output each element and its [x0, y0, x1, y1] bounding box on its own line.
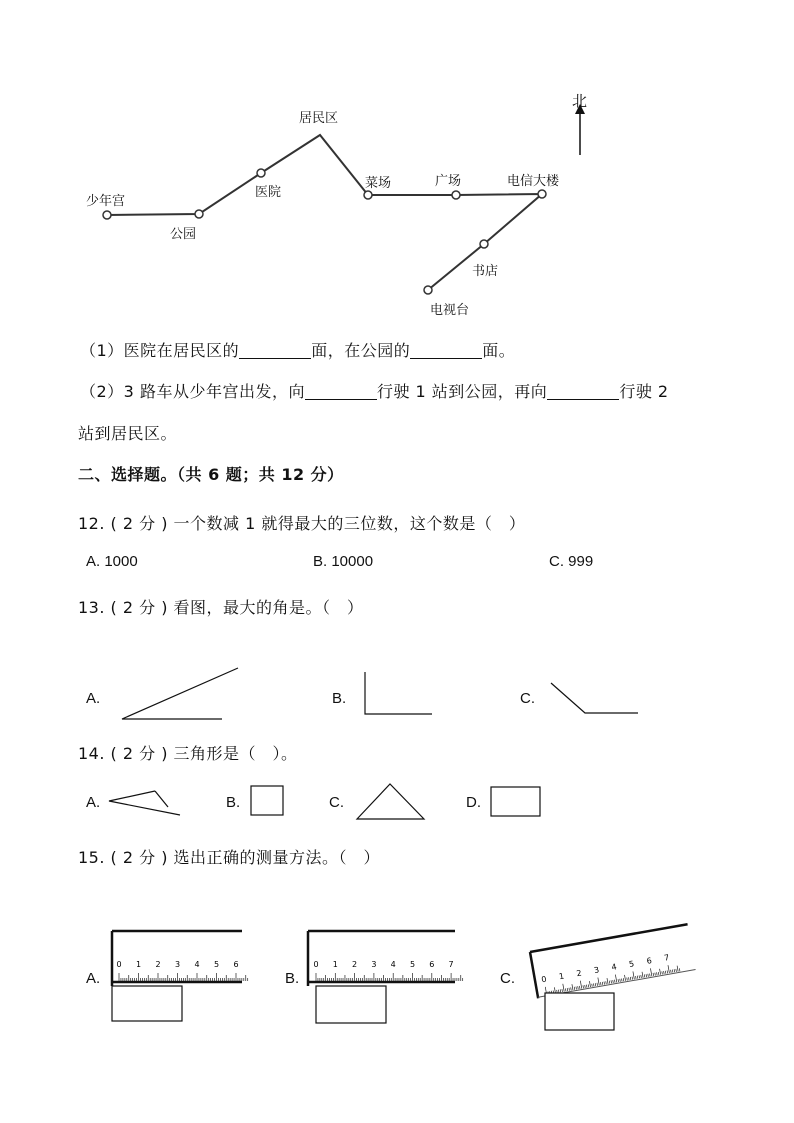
ruler-c-tick-mark	[644, 974, 645, 977]
shape-b-square	[251, 786, 283, 815]
ruler-c-tick-mark	[595, 983, 596, 986]
q12-stem: 12. ( 2 分 ) 一个数减 1 就得最大的三位数，这个数是（ ）	[78, 514, 526, 533]
ruler-b-tick-label: 7	[448, 960, 454, 969]
q11-blank-2[interactable]	[410, 342, 482, 359]
ruler-b	[308, 931, 463, 1023]
q15-option-a[interactable]: A.	[86, 970, 101, 987]
ruler-a	[110, 931, 248, 1021]
q15-rulers	[0, 910, 794, 1050]
ruler-c-tick-mark	[613, 980, 614, 983]
ruler-b-tick-label: 1	[332, 960, 338, 969]
q15-option-b[interactable]: B.	[285, 970, 300, 987]
station-dot-shudian	[480, 240, 488, 248]
ruler-c-tick-mark	[574, 987, 575, 990]
ruler-b-tick-label: 6	[429, 960, 435, 969]
ruler-b-tick-label: 0	[313, 960, 319, 969]
station-label-jumin: 居民区	[299, 111, 339, 126]
q11-blank-1[interactable]	[239, 342, 311, 359]
ruler-c-tick-mark	[588, 984, 589, 987]
station-dot-caichang	[364, 191, 372, 199]
ruler-c-tick-mark	[571, 987, 572, 990]
shape-d-rectangle	[491, 787, 540, 816]
q11-part1	[80, 338, 515, 361]
q14-option-a[interactable]: A.	[86, 794, 101, 811]
angle-b-figure	[365, 672, 432, 714]
ruler-c-tick-mark	[668, 965, 669, 973]
ruler-c-tick-mark	[554, 987, 555, 993]
ruler-c-tick-mark	[679, 968, 680, 971]
ruler-c-tick-mark	[641, 975, 642, 978]
ruler-c-tick-label: 7	[663, 952, 670, 963]
ruler-c-tick-mark	[630, 977, 631, 980]
ruler-c-tick-mark	[565, 988, 566, 991]
q11-blank-4[interactable]	[547, 383, 619, 400]
ruler-c-tick-mark	[672, 970, 673, 973]
shape-a-extra-line	[155, 791, 168, 807]
q11-blank-3[interactable]	[305, 383, 377, 400]
ruler-c-tick-mark	[615, 980, 616, 983]
ruler-c-tick-mark	[646, 974, 647, 977]
ruler-c-tick-mark	[653, 973, 654, 976]
ruler-c-tick-mark	[657, 972, 658, 975]
ruler-c-tick-mark	[636, 976, 637, 979]
ruler-c-tick-mark	[583, 985, 584, 988]
ruler-c-tick-mark	[567, 988, 568, 991]
shape-c-triangle	[357, 784, 424, 819]
station-dot-guangchang	[452, 191, 460, 199]
ruler-c-tick-mark	[585, 985, 586, 988]
ruler-c-tick-mark	[658, 972, 659, 975]
station-label-shaonian: 少年宫	[86, 194, 126, 209]
ruler-c-tick-mark	[622, 979, 623, 982]
ruler-a-tick-label: 6	[233, 960, 239, 969]
station-dot-yiyuan	[257, 169, 265, 177]
q11-p2-text-b: 行驶 1 站到公园，再向	[376, 382, 548, 401]
ruler-c-tick-mark	[639, 975, 640, 978]
ruler-c-tick-mark	[609, 981, 610, 984]
ruler-a-tick-label: 3	[174, 960, 181, 969]
ruler-b-tick-label: 4	[390, 960, 396, 969]
ruler-c-tick-mark	[572, 984, 573, 990]
ruler-c-tick-mark	[648, 974, 649, 977]
ruler-c-tick-mark	[602, 982, 603, 985]
station-label-gongyuan: 公园	[170, 227, 197, 242]
q11-p1-text-c: 面。	[482, 341, 516, 360]
q13-option-a[interactable]: A.	[86, 690, 101, 707]
ruler-c-tick-mark	[558, 990, 559, 993]
route-map	[0, 0, 794, 330]
ruler-c-tick-mark	[598, 978, 599, 986]
ruler-c-tick-mark	[562, 989, 563, 992]
ruler-c-tick-mark	[625, 975, 626, 981]
ruler-c-tick-mark	[632, 977, 633, 980]
ruler-c-tick-mark	[662, 971, 663, 974]
ruler-a-object	[112, 986, 182, 1021]
ruler-c-tick-mark	[597, 983, 598, 986]
section-2-heading: 二、选择题。（共 6 题；共 12 分）	[78, 465, 344, 484]
q14-figures	[0, 775, 794, 835]
q12-option-b[interactable]: B. 10000	[313, 553, 374, 570]
q13-figures	[0, 660, 794, 740]
q15-stem: 15. ( 2 分 ) 选出正确的测量方法。（ ）	[78, 848, 381, 867]
ruler-c-tick-mark	[615, 975, 616, 983]
ruler-c-tick-mark	[664, 971, 665, 974]
ruler-b-tick-label: 5	[409, 960, 416, 969]
ruler-c-tick-mark	[633, 971, 634, 979]
ruler-c-tick-mark	[637, 976, 638, 979]
ruler-a-tick-label: 0	[116, 960, 122, 969]
q13-option-c[interactable]: C.	[520, 690, 535, 707]
ruler-c	[530, 924, 696, 998]
ruler-c-tick-mark	[618, 979, 619, 982]
ruler-c-tick-mark	[586, 985, 587, 988]
ruler-c-tick-mark	[600, 982, 601, 985]
ruler-c-tick-label: 2	[575, 968, 583, 979]
ruler-c-tick-mark	[655, 973, 656, 976]
ruler-c-tick-mark	[579, 986, 580, 989]
ruler-a-tick-label: 1	[135, 960, 142, 969]
ruler-c-tick-mark	[606, 981, 607, 984]
ruler-c-tick-label: 4	[610, 962, 618, 972]
ruler-c-tick-label: 6	[645, 956, 653, 966]
ruler-c-tick-mark	[560, 989, 561, 992]
ruler-c-tick-mark	[677, 966, 678, 972]
station-label-dianxin: 电信大楼	[507, 174, 560, 189]
q13-stem: 13. ( 2 分 ) 看图，最大的角是。（ ）	[78, 598, 364, 617]
ruler-c-tick-mark	[604, 982, 605, 985]
station-label-caichang: 菜场	[365, 176, 392, 191]
ruler-c-tick-label: 5	[628, 959, 635, 969]
ruler-b-tick-label: 3	[371, 960, 377, 969]
ruler-c-tick-mark	[629, 977, 630, 980]
ruler-c-tick-mark	[650, 974, 651, 977]
ruler-c-tick-mark	[642, 972, 643, 978]
q12-option-a[interactable]: A. 1000	[86, 553, 138, 570]
q14-option-c[interactable]: C.	[329, 794, 344, 811]
ruler-c-tick-mark	[611, 980, 612, 983]
ruler-c-tick-label: 0	[540, 974, 548, 985]
ruler-c-tick-mark	[589, 981, 590, 987]
q11-p2-text-a: （2）3 路车从少年宫出发，向	[80, 382, 305, 401]
station-label-guangchang: 广场	[435, 174, 462, 189]
angle-a-figure	[122, 668, 238, 719]
ruler-c-object	[545, 993, 614, 1030]
ruler-c-tick-mark	[607, 978, 608, 984]
q12-option-c[interactable]: C. 999	[549, 553, 594, 570]
ruler-c-tick-mark	[650, 968, 651, 976]
station-label-dianshi: 电视台	[430, 303, 470, 318]
q11-p2-text-c: 行驶 2	[619, 382, 669, 401]
station-dot-dianshi	[424, 286, 432, 294]
shape-a-open-lines	[109, 791, 180, 815]
ruler-c-tick-label: 1	[558, 971, 565, 982]
q15-option-c[interactable]: C.	[500, 970, 515, 987]
north-label: 北	[572, 92, 588, 110]
ruler-c-tick-mark	[627, 978, 628, 981]
ruler-c-tick-mark	[580, 981, 581, 989]
ruler-c-tick-mark	[576, 987, 577, 990]
ruler-c-tick-mark	[569, 988, 570, 991]
q14-option-b[interactable]: B.	[226, 794, 241, 811]
ruler-a-tick-label: 4	[194, 960, 200, 969]
ruler-c-tick-mark	[676, 969, 677, 972]
angle-c-figure	[551, 683, 638, 713]
q11-p1-text-b: 面，在公园的	[311, 341, 411, 360]
ruler-c-tick-mark	[674, 969, 675, 972]
q14-option-d[interactable]: D.	[466, 794, 481, 811]
station-dot-dianxin	[538, 190, 546, 198]
q11-part2	[80, 379, 669, 402]
ruler-c-tick-mark	[667, 970, 668, 973]
station-dot-shaonian	[103, 211, 111, 219]
q14-stem: 14. ( 2 分 ) 三角形是（ ）。	[78, 744, 298, 763]
ruler-c-tick-mark	[665, 971, 666, 974]
station-label-yiyuan: 医院	[255, 185, 282, 200]
q11-part2-cont: 站到居民区。	[78, 424, 178, 443]
ruler-c-tick-mark	[593, 983, 594, 986]
ruler-b-object	[316, 986, 386, 1023]
ruler-c-tick-mark	[671, 970, 672, 973]
ruler-c-tick-label: 3	[593, 965, 600, 976]
ruler-a-tick-label: 2	[155, 960, 161, 969]
q13-option-b[interactable]: B.	[332, 690, 347, 707]
q11-p1-text-a: （1）医院在居民区的	[80, 341, 240, 360]
ruler-c-tick-mark	[563, 984, 564, 992]
ruler-a-tick-label: 5	[213, 960, 220, 969]
station-dot-gongyuan	[195, 210, 203, 218]
ruler-c-tick-mark	[578, 986, 579, 989]
ruler-c-tick-mark	[592, 984, 593, 987]
ruler-c-tick-mark	[660, 969, 661, 975]
ruler-c-tick-mark	[620, 979, 621, 982]
ruler-b-tick-label: 2	[352, 960, 358, 969]
ruler-c-tick-mark	[623, 978, 624, 981]
station-label-shudian: 书店	[472, 264, 499, 279]
